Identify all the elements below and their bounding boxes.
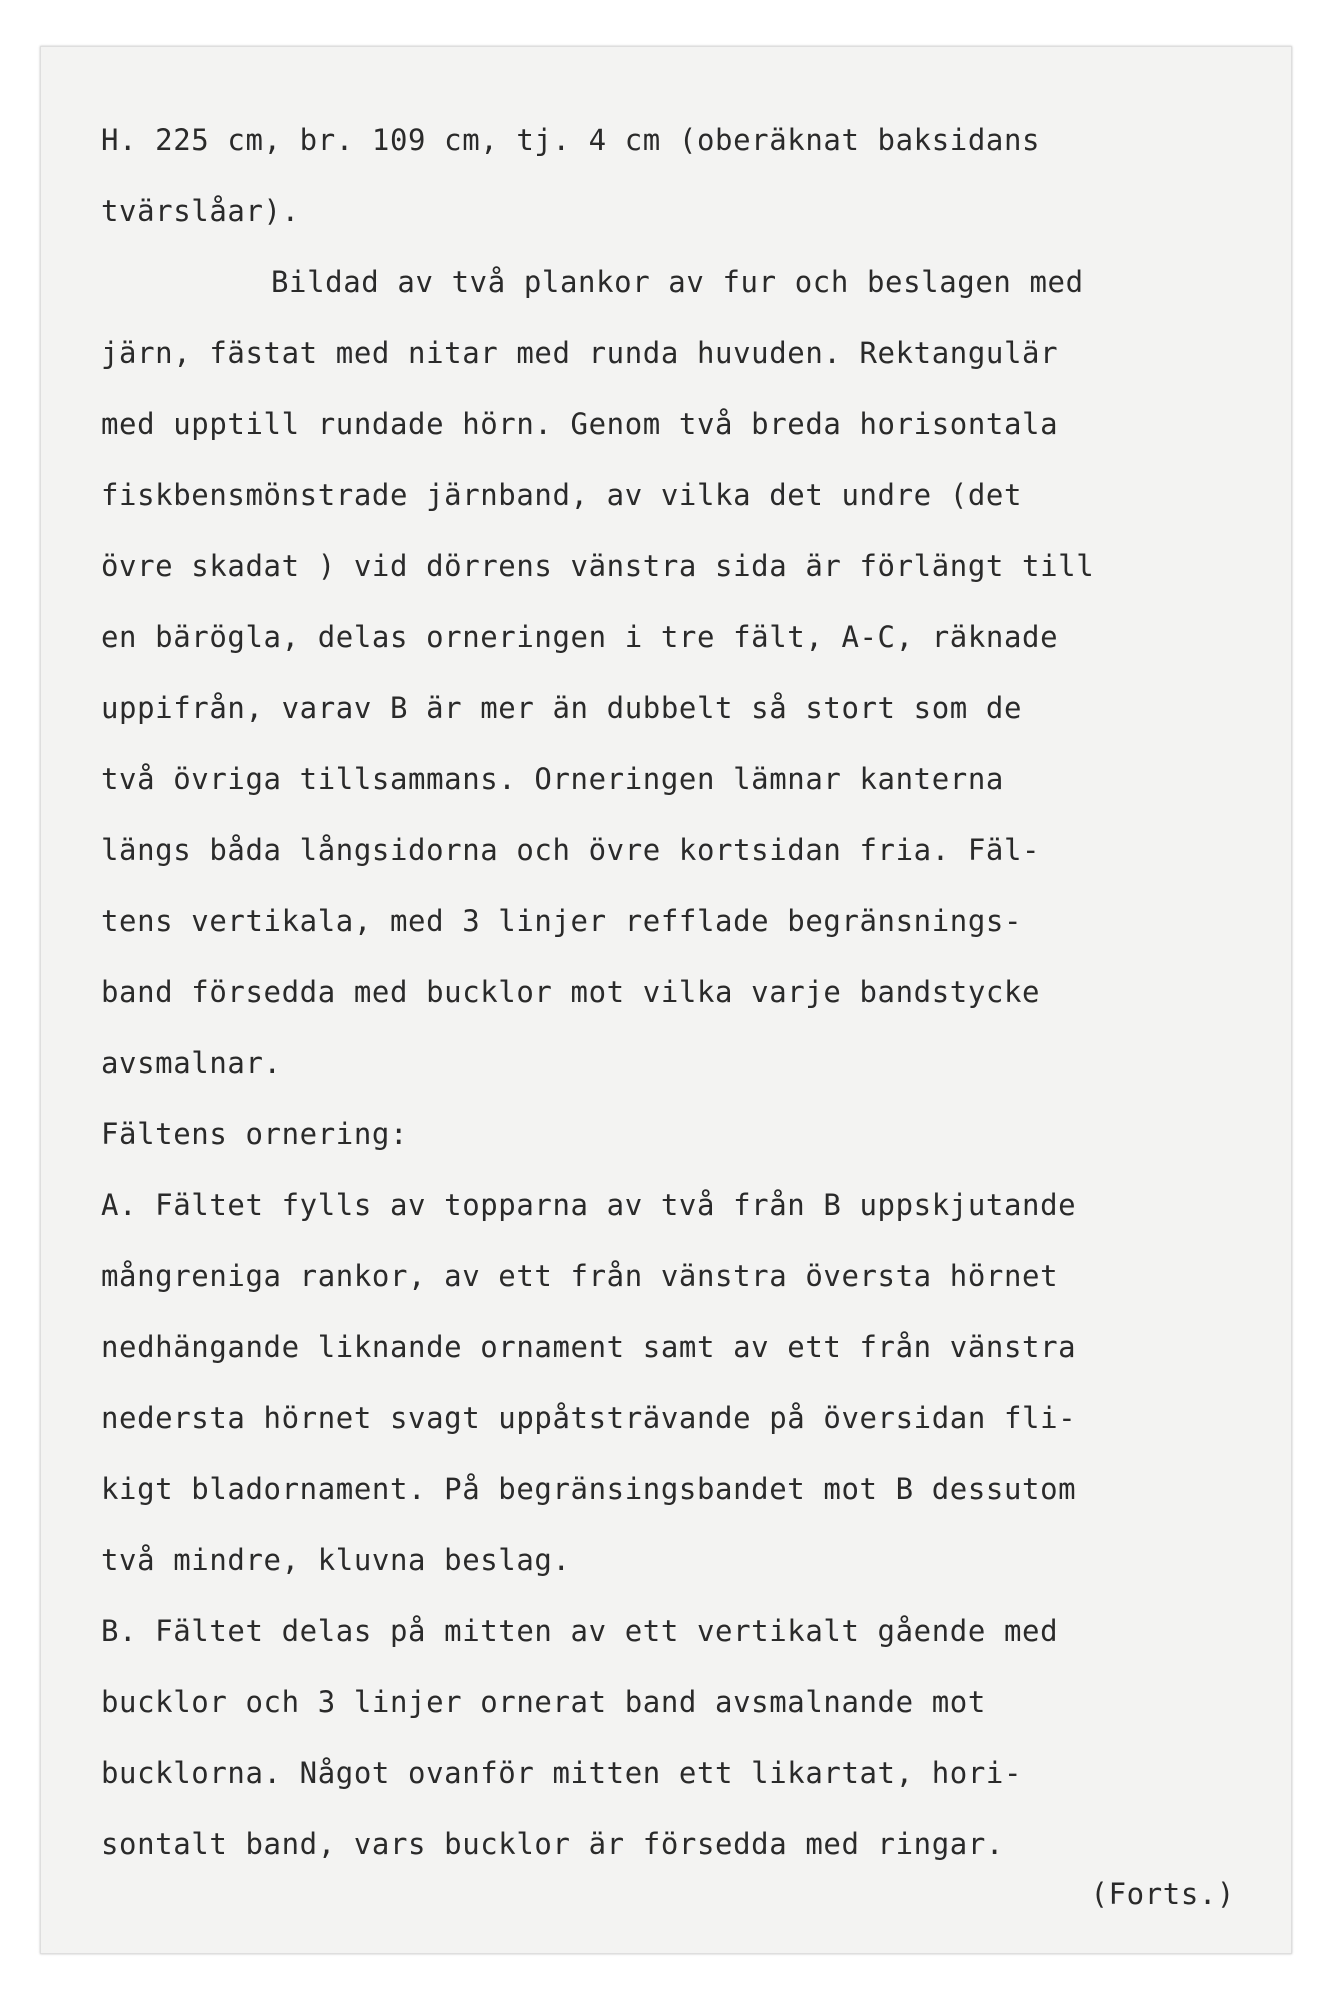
continuation-note: (Forts.)	[1090, 1877, 1235, 1911]
text-line: B. Fältet delas på mitten av ett vertikalt gående med	[101, 1614, 1059, 1648]
text-line: tens vertikala, med 3 linjer refflade begränsnings-	[101, 904, 1023, 938]
text-line: Bildad av två plankor av fur och beslagen med	[271, 265, 1084, 299]
text-line: avsmalnar.	[101, 1046, 282, 1080]
text-line: längs båda långsidorna och övre kortsidan fria. Fäl-	[101, 833, 1041, 867]
text-line: tvärslåar).	[101, 194, 300, 228]
text-line: sontalt band, vars bucklor är försedda med ringar.	[101, 1827, 1004, 1861]
text-line: mångreniga rankor, av ett från vänstra översta hörnet	[101, 1259, 1059, 1293]
section-heading: Fältens ornering:	[101, 1117, 409, 1151]
text-line: järn, fästat med nitar med runda huvuden. Rektangulär	[101, 336, 1059, 370]
text-line: kigt bladornament. På begränsingsbandet mot B dessutom	[101, 1472, 1077, 1506]
text-line: en bärögla, delas orneringen i tre fält, A-C, räknade	[101, 620, 1059, 654]
text-line: nedhängande liknande ornament samt av ett från vänstra	[101, 1330, 1077, 1364]
text-line: övre skadat ) vid dörrens vänstra sida är förlängt till	[101, 549, 1095, 583]
typewritten-text	[101, 105, 1301, 1880]
text-line: fiskbensmönstrade järnband, av vilka det undre (det	[101, 478, 1023, 512]
text-line: A. Fältet fylls av topparna av två från B uppskjutande	[101, 1188, 1077, 1222]
text-line: med upptill rundade hörn. Genom två breda horisontala	[101, 407, 1059, 441]
paper-sheet	[40, 46, 1292, 1954]
text-line: två övriga tillsammans. Orneringen lämnar kanterna	[101, 762, 1004, 796]
text-line: nedersta hörnet svagt uppåtsträvande på översidan fli-	[101, 1401, 1077, 1435]
text-line: uppifrån, varav B är mer än dubbelt så stort som de	[101, 691, 1023, 725]
text-line: två mindre, kluvna beslag.	[101, 1543, 571, 1577]
text-line: band försedda med bucklor mot vilka varje bandstycke	[101, 975, 1041, 1009]
text-line: bucklorna. Något ovanför mitten ett likartat, hori-	[101, 1756, 1023, 1790]
text-line: bucklor och 3 linjer ornerat band avsmalnande mot	[101, 1685, 986, 1719]
text-line: H. 225 cm, br. 109 cm, tj. 4 cm (oberäknat baksidans	[101, 123, 1041, 157]
